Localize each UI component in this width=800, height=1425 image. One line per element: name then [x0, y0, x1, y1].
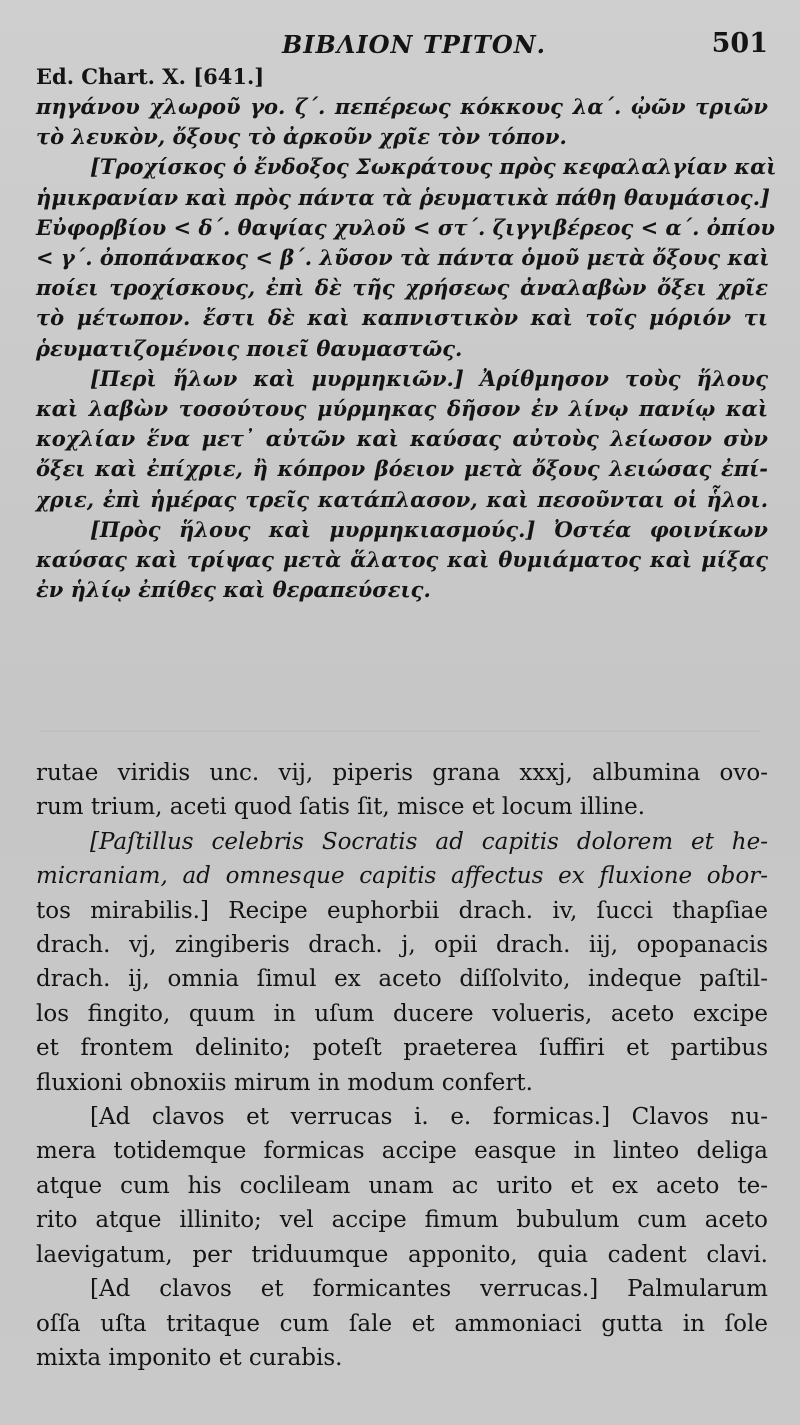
- running-head: [0, 28, 800, 64]
- latin-line: mera totidemque formicas accipe easque in linteo deliga: [36, 1138, 768, 1165]
- latin-line: rutae viridis unc. vij, piperis grana xxxj, albumina ovo-: [36, 760, 768, 786]
- latin-line: los fingito, quum in uſum ducere volueris, aceto excipe: [36, 1000, 768, 1027]
- latin-line: tos mirabilis.] Recipe euphorbii drach. iv, ſucci thapſiae: [36, 897, 768, 924]
- greek-line: καὶ λαβὼν τοσούτους μύρμηκας δῆσον ἐν λίνῳ πανίῳ καὶ: [36, 396, 768, 422]
- latin-line: drach. vj, zingiberis drach. j, opii drach. iij, opopanacis: [36, 932, 768, 959]
- latin-line: atque cum his coclileam unam ac urito et ex aceto te-: [36, 1172, 768, 1199]
- latin-line: rito atque illinito; vel accipe fimum bubulum cum aceto: [36, 1207, 768, 1234]
- greek-text-block: [36, 92, 777, 605]
- greek-line: Εὐφορβίου < δ΄. θαψίας χυλοῦ < στ΄. ζιγγιβέρεος < α΄. ὀπίου: [36, 214, 775, 240]
- greek-line: κοχλίαν ἕνα μετ᾽ αὐτῶν καὶ καύσας αὐτοὺς λείωσον σὺν: [36, 426, 768, 452]
- latin-line: [Paſtillus celebris Socratis ad capitis dolorem et he-: [90, 828, 768, 855]
- running-title: ΒΙΒΛΙΟΝ ΤΡΙΤΟΝ.: [282, 30, 547, 59]
- greek-line: < γ΄. ὀποπάνακος < β΄. λῦσον τὰ πάντα ὁμοῦ μετὰ ὄξους καὶ: [36, 245, 770, 271]
- greek-line: τὸ μέτωπον. ἔστι δὲ καὶ καπνιστικὸν καὶ τοῖς μόριόν τι: [36, 305, 768, 331]
- latin-line: et frontem delinito; poteſt praeterea ſuffiri et partibus: [36, 1035, 768, 1062]
- latin-line: micraniam, ad omnesque capitis affectus ex fluxione obor-: [36, 863, 768, 890]
- greek-line: ἐν ἡλίῳ ἐπίθες καὶ θεραπεύσεις.: [36, 577, 431, 603]
- latin-line: drach. ij, omnia ſimul ex aceto diſſolvito, indeque paſtil-: [36, 966, 768, 993]
- latin-line: fluxioni obnoxiis mirum in modum confert.: [36, 1069, 533, 1096]
- greek-line: καύσας καὶ τρίψας μετὰ ἅλατος καὶ θυμιάματος καὶ μίξας: [36, 547, 768, 573]
- latin-line: laevigatum, per triduumque apponito, quia cadent clavi.: [36, 1241, 768, 1268]
- bleed-through-mark: [40, 730, 760, 732]
- greek-line: [Περὶ ἥλων καὶ μυρμηκιῶν.] Ἀρίθμησον τοὺς ἥλους: [90, 365, 768, 391]
- latin-line: [Ad clavos et formicantes verrucas.] Palmularum: [90, 1276, 768, 1303]
- greek-line: πηγάνου χλωροῦ γο. ζ΄. πεπέρεως κόκκους λα΄. ᾠῶν τριῶν: [36, 94, 768, 119]
- greek-line: τὸ λευκὸν, ὄξους τὸ ἀρκοῦν χρῖε τὸν τόπον.: [36, 124, 567, 150]
- greek-line: ποίει τροχίσκους, ἐπὶ δὲ τῆς χρήσεως ἀναλαβὼν ὄξει χρῖε: [36, 275, 768, 301]
- greek-line: ἡμικρανίαν καὶ πρὸς πάντα τὰ ῥευματικὰ πάθη θαυμάσιος.]: [36, 184, 770, 210]
- latin-line: oſſa uſta tritaque cum ſale et ammoniaci gutta in ſole: [36, 1310, 768, 1337]
- latin-line: mixta imponito et curabis.: [36, 1344, 343, 1371]
- page-number: 501: [711, 28, 768, 59]
- greek-line: [Τροχίσκος ὁ ἔνδοξος Σωκράτους πρὸς κεφαλαλγίαν καὶ: [90, 154, 777, 180]
- greek-line: ὄξει καὶ ἐπίχριε, ἢ κόπρον βόειον μετὰ ὄξους λειώσας ἐπί-: [36, 456, 768, 482]
- greek-line: χριε, ἐπὶ ἡμέρας τρεῖς κατάπλασον, καὶ πεσοῦνται οἱ ἧλοι.: [36, 486, 768, 512]
- edition-reference: Ed. Chart. X. [641.]: [36, 64, 265, 89]
- latin-line: rum trium, aceti quod ſatis ſit, misce et locum illine.: [36, 794, 646, 821]
- greek-line: ῥευματιζομένοις ποιεῖ θαυμαστῶς.: [36, 335, 463, 361]
- latin-text-block: [36, 756, 768, 1375]
- latin-line: [Ad clavos et verrucas i. e. formicas.] Clavos nu-: [90, 1104, 768, 1131]
- greek-line: [Πρὸς ἥλους καὶ μυρμηκιασμούς.] Ὀστέα φοινίκων: [90, 516, 768, 542]
